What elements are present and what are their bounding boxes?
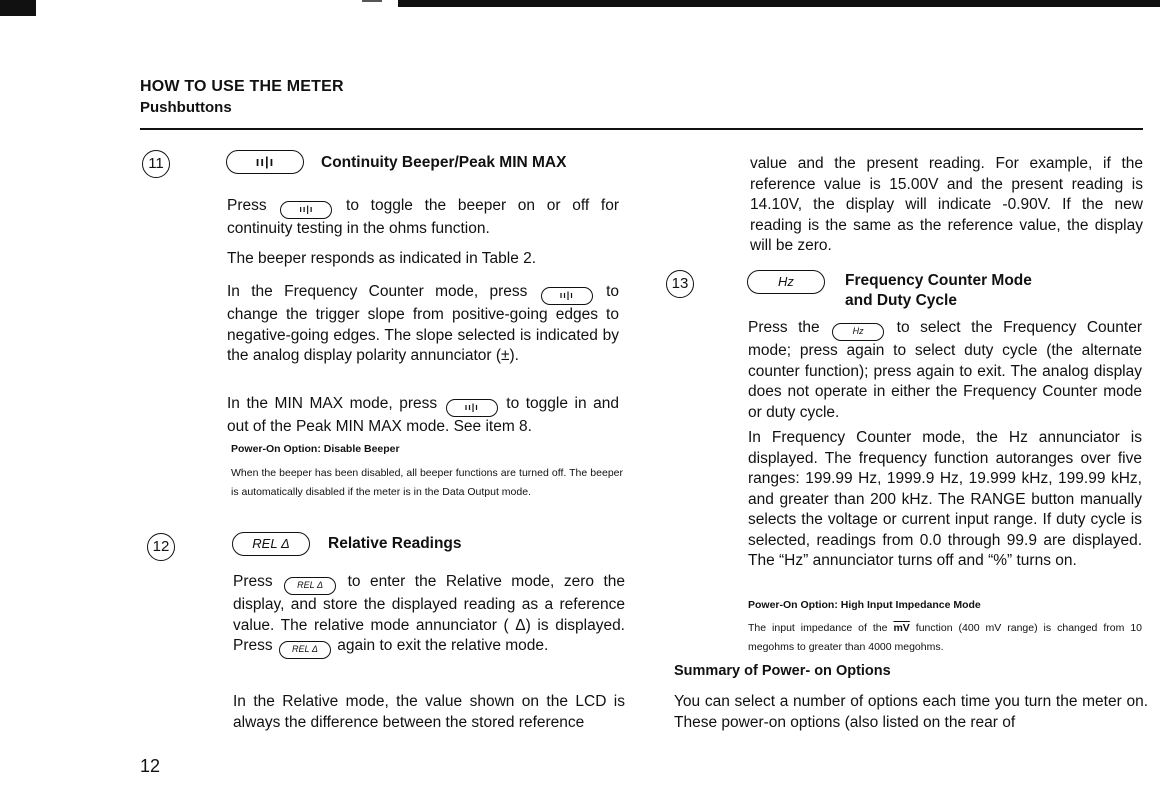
beeper-key-inline-icon: ıı|ı	[446, 399, 498, 417]
section-11-paragraph-2: The beeper responds as indicated in Table 2.	[227, 250, 537, 267]
page-header-title: HOW TO USE THE METER	[140, 78, 344, 95]
section-11-power-on-title: Power-On Option: Disable Beeper	[231, 443, 400, 455]
page-number: 12	[140, 756, 161, 776]
item-number-13: 13	[666, 270, 694, 298]
section-11-heading: Continuity Beeper/Peak MIN MAX	[321, 154, 567, 171]
section-13-heading-line-2: and Duty Cycle	[845, 292, 957, 309]
rel-key-inline-icon: REL Δ	[279, 641, 331, 659]
item-number-12: 12	[147, 533, 175, 561]
section-11-paragraph-4: In the MIN MAX mode, press ıı|ı to toggle in and out of the Peak MIN MAX mode. See item 8.	[227, 395, 619, 435]
section-13-power-on-title: Power-On Option: High Input Impedance Mode	[748, 599, 981, 611]
beeper-key-inline-icon: ıı|ı	[280, 201, 332, 219]
millivolt-symbol: $\overline{mV}$	[893, 622, 910, 634]
hz-key-inline-icon: Hz	[832, 323, 884, 341]
section-11-power-on-text: When the beeper has been disabled, all beeper functions are turned off. The beeper is automatically disabled if the meter is in the Data Output mode.	[231, 467, 623, 498]
section-11-paragraph-3: In the Frequency Counter mode, press ıı|ı to change the trigger slope from positive-going edges to negative-going edges. The slope selected is indicated by the analog display polarity annunciator (±).	[227, 283, 620, 364]
beeper-key-icon: ıı|ı	[226, 150, 304, 174]
rel-key-inline-icon: REL Δ	[284, 577, 336, 595]
rel-key-icon: REL Δ	[232, 532, 310, 556]
header-rule	[140, 128, 1143, 130]
summary-heading: Summary of Power- on Options	[674, 663, 891, 679]
hz-key-icon: Hz	[747, 270, 825, 294]
beeper-key-inline-icon: ıı|ı	[541, 287, 593, 305]
section-12-paragraph-2-continued: value and the present reading. For example, if the reference value is 15.00V and the present reading is 14.10V, the display will indicate -0.90V. If the new reading is the same as the reference value, the display will be zero.	[750, 155, 1143, 254]
scan-artifact-block	[0, 0, 36, 16]
section-13-power-on-text: The input impedance of the $\overline{mV}$ function (400 mV range) is changed from 10 megohms to greater than 4000 megohms.	[748, 622, 1143, 653]
section-13-paragraph-2: In Frequency Counter mode, the Hz annunciator is displayed. The frequency function autoranges over five ranges: 199.99 Hz, 1999.9 Hz, 19.999 kHz, 199.99 kHz, and greater than 200 kHz. The RANGE button manually selects the voltage or current input range. If duty cycle is selected, readings from 0.0 through 99.9 are displayed. The “Hz” annunciator turns off and “%” turns on.	[748, 429, 1142, 569]
scan-artifact-line	[362, 0, 382, 2]
section-13-heading-line-1: Frequency Counter Mode	[845, 272, 1032, 289]
item-number-11: 11	[142, 150, 170, 178]
section-13-paragraph-1: Press the Hz to select the Frequency Counter mode; press again to select duty cycle (the alternate counter function); press again to exit. The analog display does not operate in either the Frequency Counter mode or duty cycle.	[748, 319, 1142, 421]
page-header-subtitle: Pushbuttons	[140, 99, 232, 116]
section-12-paragraph-2: In the Relative mode, the value shown on the LCD is always the difference between the stored reference	[233, 693, 625, 731]
scan-artifact-bar	[398, 0, 1160, 7]
section-12-paragraph-1: Press REL Δ to enter the Relative mode, zero the display, and store the displayed reading as a reference value. The relative mode annunciator ( Δ) is displayed. Press REL Δ again to exit the relative mode.	[233, 572, 625, 659]
section-11-paragraph-1: Press ıı|ı to toggle the beeper on or off for continuity testing in the ohms function.	[227, 197, 619, 237]
section-12-heading: Relative Readings	[328, 535, 462, 552]
summary-paragraph: You can select a number of options each time you turn the meter on. These power-on options (also listed on the rear of	[674, 693, 1148, 731]
